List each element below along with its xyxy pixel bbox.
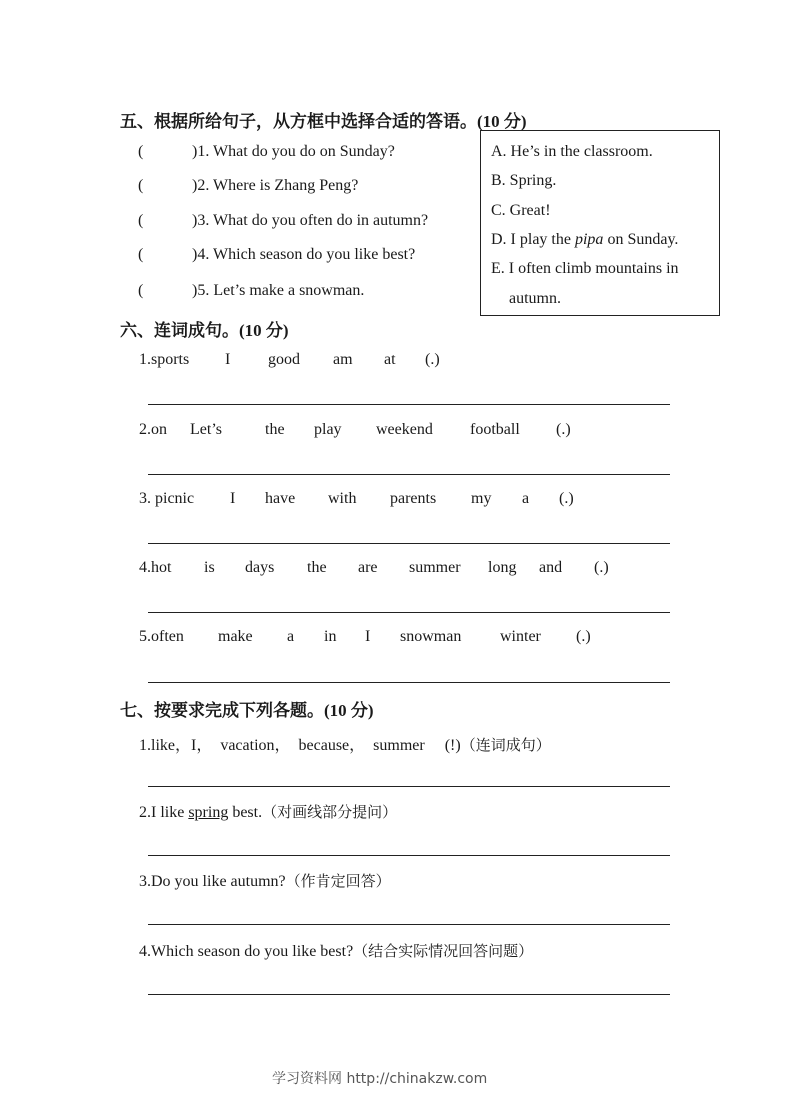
option-b: B. Spring. <box>491 172 557 189</box>
word: football <box>470 421 520 438</box>
word: I <box>230 490 236 507</box>
word: make <box>218 628 253 645</box>
word: 2.on <box>139 421 167 438</box>
answer-line[interactable] <box>148 612 670 613</box>
word: I <box>225 351 231 368</box>
option-d-text-end: on Sunday. <box>603 231 679 248</box>
word: days <box>245 559 275 576</box>
word: summer <box>409 559 461 576</box>
question-paren: ( <box>138 282 144 299</box>
word: 5.often <box>139 628 184 645</box>
option-d-text: D. I play the <box>491 231 575 248</box>
question-text <box>139 801 397 822</box>
answer-line[interactable] <box>148 786 670 787</box>
word: is <box>204 559 215 576</box>
question-text <box>139 870 391 891</box>
underlined-word: spring <box>188 804 229 821</box>
word: long <box>488 559 517 576</box>
question-text: )4. Which season do you like best? <box>192 246 416 263</box>
word: weekend <box>376 421 433 438</box>
word: (.) <box>425 351 440 368</box>
question-paren: ( <box>138 212 144 229</box>
question-words-end: best. <box>228 804 263 821</box>
option-c: C. Great! <box>491 202 551 219</box>
word: at <box>384 351 396 368</box>
question-words: 2.I like <box>139 804 189 821</box>
word: the <box>307 559 327 576</box>
word: parents <box>390 490 437 507</box>
question-paren: ( <box>138 246 144 263</box>
section7-heading: 七、按要求完成下列各题。(10 分) <box>120 701 374 720</box>
option-e: E. I often climb mountains in <box>491 260 679 277</box>
option-a: A. He’s in the classroom. <box>491 143 653 160</box>
question-text <box>139 940 533 961</box>
word: play <box>314 421 342 438</box>
question-text: )2. Where is Zhang Peng? <box>192 177 359 194</box>
question-instruction: （作肯定回答） <box>285 872 391 890</box>
question-text: )1. What do you do on Sunday? <box>192 143 395 160</box>
answer-line[interactable] <box>148 855 670 856</box>
answer-line[interactable] <box>148 404 670 405</box>
word: 3. picnic <box>139 490 195 507</box>
question-instruction: （结合实际情况回答问题） <box>353 942 534 960</box>
word: my <box>471 490 492 507</box>
word: and <box>539 559 563 576</box>
word: in <box>324 628 337 645</box>
word: winter <box>500 628 541 645</box>
question-paren: ( <box>138 143 144 160</box>
question-text <box>139 732 551 755</box>
word: I <box>365 628 371 645</box>
answer-line[interactable] <box>148 543 670 544</box>
word: (.) <box>556 421 571 438</box>
answer-line[interactable] <box>148 474 670 475</box>
section5-heading: 五、根据所给句子，从方框中选择合适的答语。(10 分) <box>120 112 527 131</box>
word: Let’s <box>190 421 222 438</box>
word: are <box>358 559 378 576</box>
word: snowman <box>400 628 462 645</box>
option-e-continued: autumn. <box>509 290 561 307</box>
question-text: )5. Let’s make a snowman. <box>192 282 365 299</box>
question-words: 3.Do you like autumn? <box>139 873 286 890</box>
word: 4.hot <box>139 559 172 576</box>
question-instruction: （对画线部分提问） <box>262 803 398 821</box>
answer-line[interactable] <box>148 994 670 995</box>
question-paren: ( <box>138 177 144 194</box>
word: a <box>522 490 530 507</box>
question-words: 1.like，I， vacation， because， summer (!) <box>139 737 461 754</box>
word: with <box>328 490 357 507</box>
word: 1.sports <box>139 351 190 368</box>
word: have <box>265 490 296 507</box>
answer-line[interactable] <box>148 924 670 925</box>
footer-watermark: 学习资料网 http://chinakzw.com <box>272 1071 488 1087</box>
word: am <box>333 351 353 368</box>
question-words: 4.Which season do you like best? <box>139 943 354 960</box>
section6-heading: 六、连词成句。(10 分) <box>120 321 289 340</box>
question-instruction: （连词成句） <box>460 736 551 754</box>
word: (.) <box>576 628 591 645</box>
option-d-italic: pipa <box>574 231 604 248</box>
word: a <box>287 628 295 645</box>
word: the <box>265 421 285 438</box>
option-d <box>491 231 678 249</box>
word: good <box>268 351 300 368</box>
question-text: )3. What do you often do in autumn? <box>192 212 429 229</box>
answer-line[interactable] <box>148 682 670 683</box>
word: (.) <box>594 559 609 576</box>
word: (.) <box>559 490 574 507</box>
